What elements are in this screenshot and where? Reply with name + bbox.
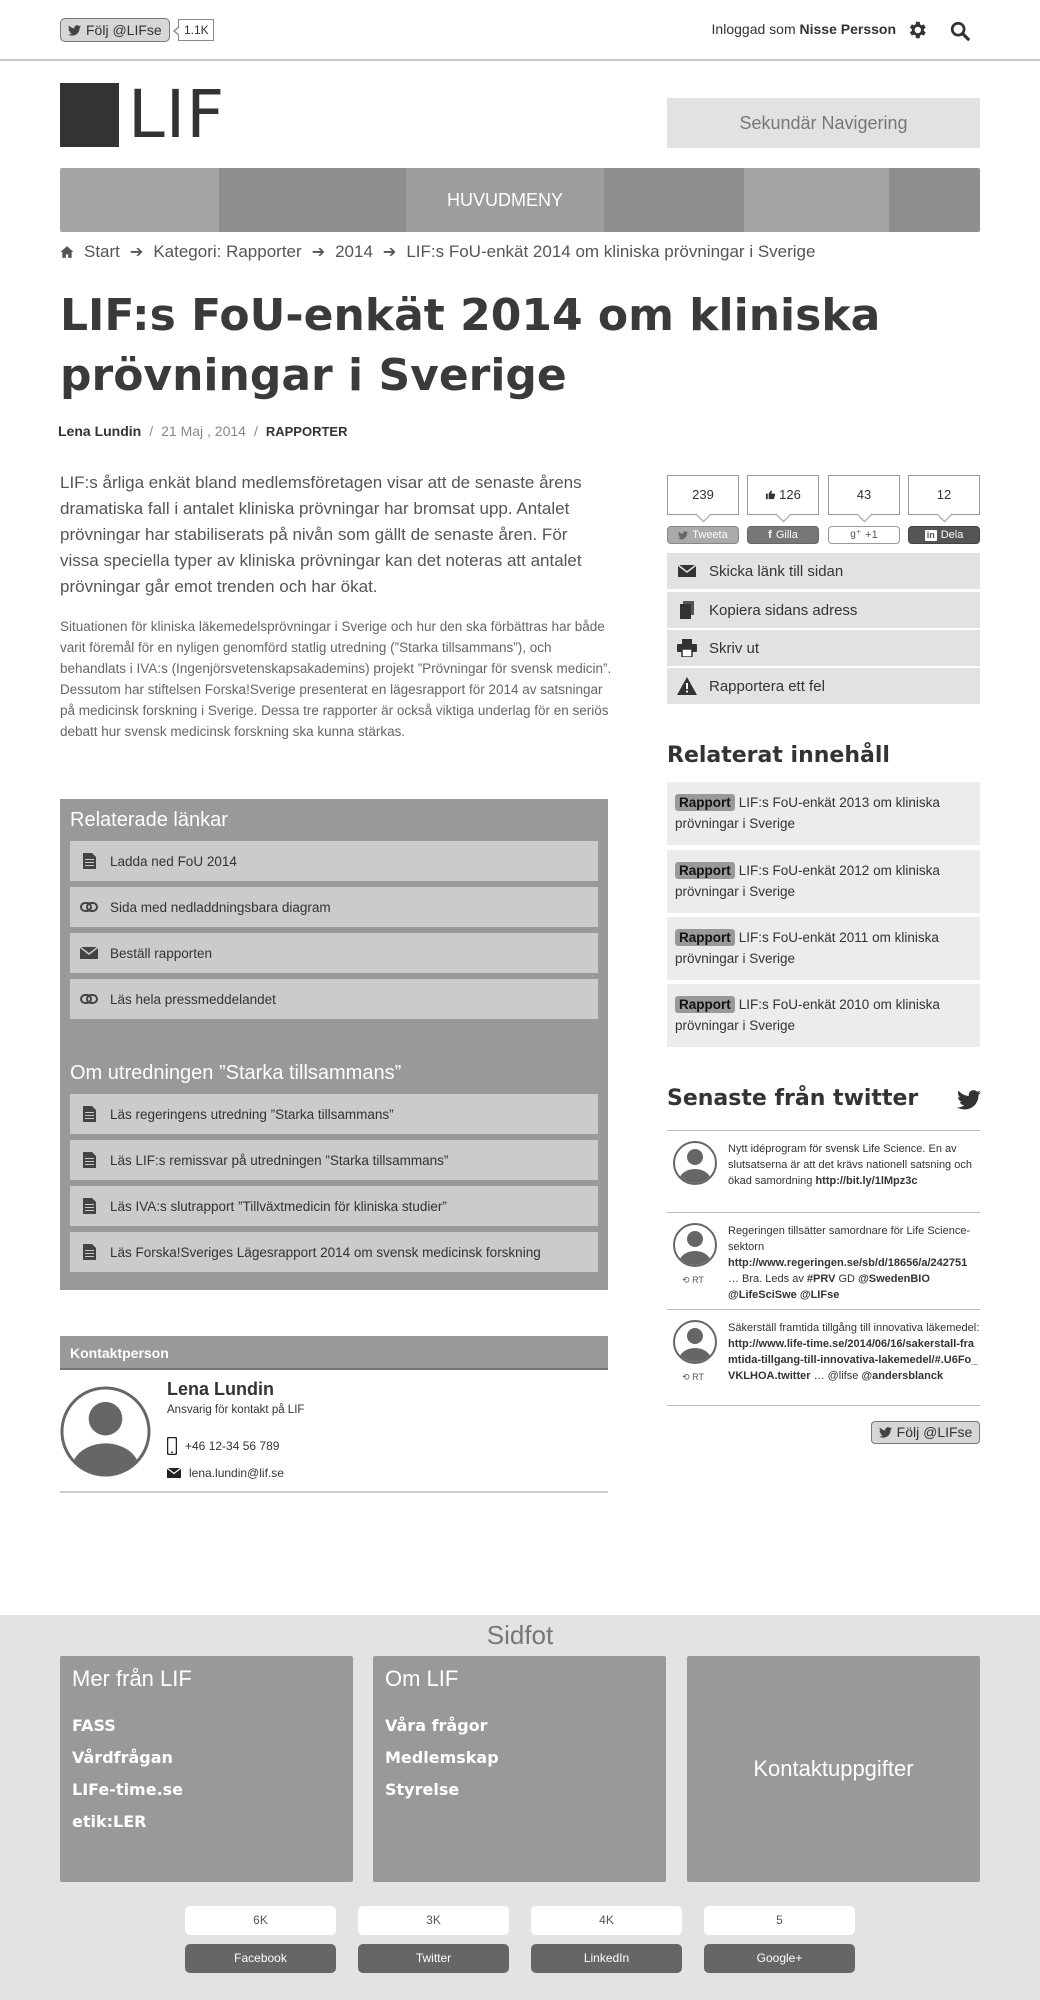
footer-title: Sidfot: [486, 1620, 554, 1650]
footer-link-fass[interactable]: FASS: [72, 1716, 116, 1735]
tweet-body: Nytt idéprogram för svensk Life Science. En av slutsatserna är att det krävs nationell satsning och ökad samordning: [728, 1143, 972, 1187]
article-date: 21 Maj , 2014: [161, 423, 246, 439]
tweet-button[interactable]: [667, 526, 739, 544]
linkedin-share-label: Dela: [940, 529, 964, 541]
envelope-icon: [167, 1468, 181, 1478]
related-link-label: Läs IVA:s slutrapport ”Tillväxtmedicin för kliniska studier”: [110, 1198, 447, 1214]
related-content-title: LIF:s FoU-enkät 2012 om kliniska prövningar i Sverige: [675, 863, 940, 899]
tweet-text: Regeringen tillsätter samordnare för Life Science-sektorn http://www.regeringen.se/sb/d/18656/a/242751 … Bra. Leds av #PRV GD @SwedenBIO @LifeSciSwe @LIFse: [728, 1225, 971, 1301]
tweet-text: Säkerställ framtida tillgång till innovativa läkemedel: http://www.life-time.se/2014/06/16/sakerstall-framtida-tillgang-till-innovativa-lakemedel/#.U6Fo_VKLHOA.twitter … @lifse @andersblanck: [728, 1322, 980, 1382]
tweet-hashtag[interactable]: #PRV: [806, 1273, 836, 1285]
linkedin-button[interactable]: LinkedIn: [531, 1944, 682, 1973]
linkedin-share-button[interactable]: [908, 526, 980, 544]
contact-divider: [60, 1491, 608, 1493]
print-action[interactable]: [667, 630, 980, 666]
envelope-icon: [677, 561, 697, 581]
search-icon[interactable]: [949, 20, 971, 42]
footer-link-medlemskap[interactable]: Medlemskap: [385, 1748, 499, 1767]
breadcrumb-item-year[interactable]: 2014: [335, 242, 373, 261]
twitter-count: 3K: [358, 1906, 509, 1935]
action-label: Skicka länk till sidan: [709, 562, 844, 580]
document-icon: [80, 1243, 98, 1261]
related-content-item[interactable]: [667, 782, 980, 845]
related-link-item[interactable]: [70, 1094, 598, 1134]
plusone-button-label: +1: [865, 529, 878, 541]
arrow-right-icon: ➔: [129, 244, 144, 261]
envelope-icon: [80, 944, 98, 962]
twitter-button[interactable]: Twitter: [358, 1944, 509, 1973]
report-badge: Rapport: [675, 929, 735, 946]
action-label: Kopiera sidans adress: [709, 601, 858, 619]
like-button[interactable]: [747, 526, 819, 544]
warning-icon: [677, 676, 697, 696]
avatar: [60, 1386, 151, 1477]
twitter-bird-icon: [879, 1427, 892, 1438]
related-content-title: LIF:s FoU-enkät 2011 om kliniska prövningar i Sverige: [675, 930, 939, 966]
contact-name: Lena Lundin: [167, 1379, 274, 1399]
tweet: [667, 1212, 980, 1309]
related-links-heading: Relaterade länkar: [70, 809, 228, 831]
related-link-label: Ladda ned FoU 2014: [110, 853, 237, 869]
tweet-avatar: [673, 1223, 717, 1267]
main-menu-label[interactable]: HUVUDMENY: [406, 168, 604, 232]
facebook-icon: f: [768, 529, 772, 541]
contact-phone-row: [167, 1437, 279, 1455]
related-link-item[interactable]: [70, 979, 598, 1019]
breadcrumb-item-current: LIF:s FoU-enkät 2014 om kliniska prövningar i Sverige: [406, 242, 816, 261]
twitter-follow-button[interactable]: [60, 18, 170, 42]
arrow-right-icon: ➔: [382, 244, 397, 261]
meta-separator: /: [253, 423, 258, 439]
article-meta: [58, 423, 347, 439]
googleplus-count: 5: [704, 1906, 855, 1935]
page-title: LIF:s FoU-enkät 2014 om kliniska prövningar i Sverige: [60, 290, 881, 401]
related-link-label: Beställ rapporten: [110, 945, 213, 961]
retweet-icon: ⟲: [682, 1275, 690, 1285]
twitter-bird-icon: [678, 531, 688, 540]
footer-link-lifetime[interactable]: LIFe-time.se: [72, 1780, 184, 1799]
retweet-icon: ⟲: [682, 1372, 690, 1382]
related-link-label: Läs hela pressmeddelandet: [110, 991, 276, 1007]
report-badge: Rapport: [675, 794, 735, 811]
related-link-item[interactable]: [70, 887, 598, 927]
footer-column-heading: Om LIF: [385, 1666, 459, 1691]
top-bar: [0, 0, 1040, 61]
document-icon: [80, 1151, 98, 1169]
related-content-title: LIF:s FoU-enkät 2010 om kliniska prövningar i Sverige: [675, 997, 940, 1033]
footer-column-contact: [687, 1656, 980, 1882]
article-category[interactable]: RAPPORTER: [265, 423, 348, 439]
copy-address-action[interactable]: [667, 592, 980, 628]
link-icon: [80, 898, 98, 916]
footer-link-vardfragan[interactable]: Vårdfrågan: [72, 1748, 173, 1767]
printer-icon: [677, 638, 697, 658]
logo-text[interactable]: LIF: [128, 76, 226, 153]
twitter-follow-button[interactable]: [871, 1421, 980, 1444]
action-label: Skriv ut: [709, 639, 760, 657]
tweet-mentions[interactable]: @SwedenBIO @LifeSciSwe @LIFse: [728, 1273, 930, 1301]
investigation-heading: Om utredningen ”Starka tillsammans”: [70, 1062, 402, 1084]
related-links-box: [60, 799, 608, 1290]
send-link-action[interactable]: [667, 553, 980, 589]
gear-icon[interactable]: [906, 19, 928, 41]
breadcrumb-item-start[interactable]: Start: [84, 242, 120, 261]
meta-separator: /: [149, 423, 154, 439]
article-body: Situationen för kliniska läkemedelsprövningar i Sverige och hur den ska förbättras har både varit föremål för en nyligen genomförd statlig utredning (”Starka tillsammans”), och behandlats i IVA:s (Ingenjörsvetenskapsakademins) projekt ”Prövningar för svensk medicin”. Dessutom har stiftelsen Forska!Sverige presenterat en lägesrapport för 2014 av satsningar på medicinsk forskning i Sverige. Dessa tre rapporter är också viktiga underlag för en seriös debatt hur svensk medicinsk forskning ska kunna stärkas.: [60, 619, 612, 739]
tweet-link[interactable]: http://bit.ly/1lMpz3c: [815, 1175, 918, 1187]
footer-link-styrelse[interactable]: Styrelse: [385, 1780, 460, 1799]
footer-column-more: [60, 1656, 353, 1882]
retweet-indicator: ⟲ RT: [682, 1275, 704, 1285]
google-plus-icon: g⁺: [850, 529, 862, 540]
tweet-text: [728, 1141, 980, 1189]
related-link-item[interactable]: [70, 841, 598, 881]
related-content-title: LIF:s FoU-enkät 2013 om kliniska prövningar i Sverige: [675, 795, 940, 831]
main-menu-segment[interactable]: [60, 168, 219, 232]
related-link-item[interactable]: [70, 1232, 598, 1272]
facebook-button[interactable]: Facebook: [185, 1944, 336, 1973]
twitter-heading: Senaste från twitter: [667, 1086, 919, 1111]
user-name[interactable]: Nisse Persson: [799, 21, 896, 37]
plusone-button[interactable]: [828, 526, 900, 544]
twitter-bird-icon[interactable]: [957, 1089, 981, 1111]
phone-icon: [167, 1437, 177, 1455]
main-menu-segment[interactable]: [219, 168, 406, 232]
arrow-right-icon: ➔: [311, 244, 326, 261]
main-menu-segment[interactable]: [744, 168, 889, 232]
document-icon: [80, 1105, 98, 1123]
retweet-indicator: ⟲ RT: [682, 1372, 704, 1382]
twitter-bird-icon: [68, 25, 81, 36]
tweet: [667, 1130, 980, 1212]
main-menu-segment[interactable]: [604, 168, 744, 232]
tweet-avatar: [673, 1141, 717, 1185]
footer-contact-heading[interactable]: Kontaktuppgifter: [753, 1756, 914, 1781]
related-content-item[interactable]: [667, 984, 980, 1047]
footer-column-about: [373, 1656, 666, 1882]
like-button-label: Gilla: [775, 529, 798, 541]
tweet-avatar: [673, 1320, 717, 1364]
facebook-count: 6K: [185, 1906, 336, 1935]
copy-icon: [677, 600, 697, 620]
link-icon: [80, 990, 98, 1008]
action-label: Rapportera ett fel: [709, 677, 825, 695]
related-link-item[interactable]: [70, 1140, 598, 1180]
follower-count: 1.1K: [178, 19, 214, 41]
linkedin-count: 4K: [531, 1906, 682, 1935]
contact-phone[interactable]: +46 12-34 56 789: [185, 1439, 280, 1453]
report-error-action[interactable]: [667, 668, 980, 704]
secondary-navigation[interactable]: Sekundär Navigering: [667, 98, 980, 148]
logo-mark[interactable]: [60, 83, 119, 147]
related-link-label: Läs Forska!Sveriges Lägesrapport 2014 om svensk medicinsk forskning: [110, 1244, 541, 1260]
contact-role: Ansvarig för kontakt på LIF: [167, 1404, 305, 1416]
tweet-link[interactable]: http://www.regeringen.se/sb/d/18656/a/242751: [728, 1257, 968, 1269]
main-menu-segment[interactable]: [889, 168, 980, 232]
twitter-divider: [667, 1405, 980, 1406]
like-count: [747, 475, 819, 515]
tweet-link[interactable]: http://www.life-time.se/2014/06/16/sakerstall-framtida-tillgang-till-innovativa-lakemedel/#.U6Fo_VKLHOA.twitter: [728, 1338, 978, 1382]
related-content-heading: Relaterat innehåll: [667, 743, 890, 768]
contact-email[interactable]: lena.lundin@lif.se: [189, 1466, 284, 1480]
related-link-label: Sida med nedladdningsbara diagram: [110, 899, 331, 915]
breadcrumb-item-category[interactable]: Kategori: Rapporter: [153, 242, 302, 261]
logged-in-status: [712, 21, 896, 37]
tweet-mentions[interactable]: @andersblanck: [861, 1370, 944, 1382]
footer-link-vara-fragor[interactable]: Våra frågor: [385, 1716, 488, 1735]
document-icon: [80, 852, 98, 870]
related-link-item[interactable]: [70, 1186, 598, 1226]
like-count-value: 126: [779, 487, 801, 502]
home-icon: [60, 245, 74, 259]
footer-column-heading: Mer från LIF: [72, 1666, 192, 1691]
contact-heading: Kontaktperson: [60, 1336, 608, 1370]
contact-email-row: [167, 1466, 284, 1480]
plusone-count: 43: [828, 475, 900, 515]
breadcrumb: [60, 242, 815, 262]
main-menu[interactable]: [60, 168, 980, 232]
share-count: 12: [908, 475, 980, 515]
twitter-follow-label: Följ @LIFse: [896, 1424, 973, 1440]
tweet: [667, 1309, 980, 1406]
twitter-follow-label: Följ @LIFse: [86, 22, 162, 38]
thumbs-up-icon: [765, 489, 776, 500]
related-link-label: Läs regeringens utredning ”Starka tillsammans”: [110, 1106, 394, 1122]
article-author[interactable]: Lena Lundin: [58, 423, 142, 439]
document-icon: [80, 1197, 98, 1215]
googleplus-button[interactable]: Google+: [704, 1944, 855, 1973]
related-content-item[interactable]: [667, 850, 980, 913]
report-badge: Rapport: [675, 996, 735, 1013]
related-content-item[interactable]: [667, 917, 980, 980]
related-link-item[interactable]: [70, 933, 598, 973]
tweet-button-label: Tweeta: [692, 529, 728, 541]
logged-in-prefix: Inloggad som: [711, 21, 796, 37]
linkedin-icon: in: [926, 529, 935, 540]
footer-link-etikler[interactable]: etik:LER: [72, 1812, 147, 1831]
report-badge: Rapport: [675, 862, 735, 879]
tweet-count: 239: [667, 475, 739, 515]
related-link-label: Läs LIF:s remissvar på utredningen ”Starka tillsammans”: [110, 1152, 449, 1168]
article-lead: LIF:s årliga enkät bland medlemsföretagen visar att de senaste årens dramatiska fall i antalet kliniska prövningar har bromsat upp. Antalet prövningar har stabiliserats på nivån som gällt de senaste åren. För vissa speciella typer av kliniska prövningar kan det noteras att antalet prövningar går emot trenden och har ökat.: [60, 473, 582, 596]
